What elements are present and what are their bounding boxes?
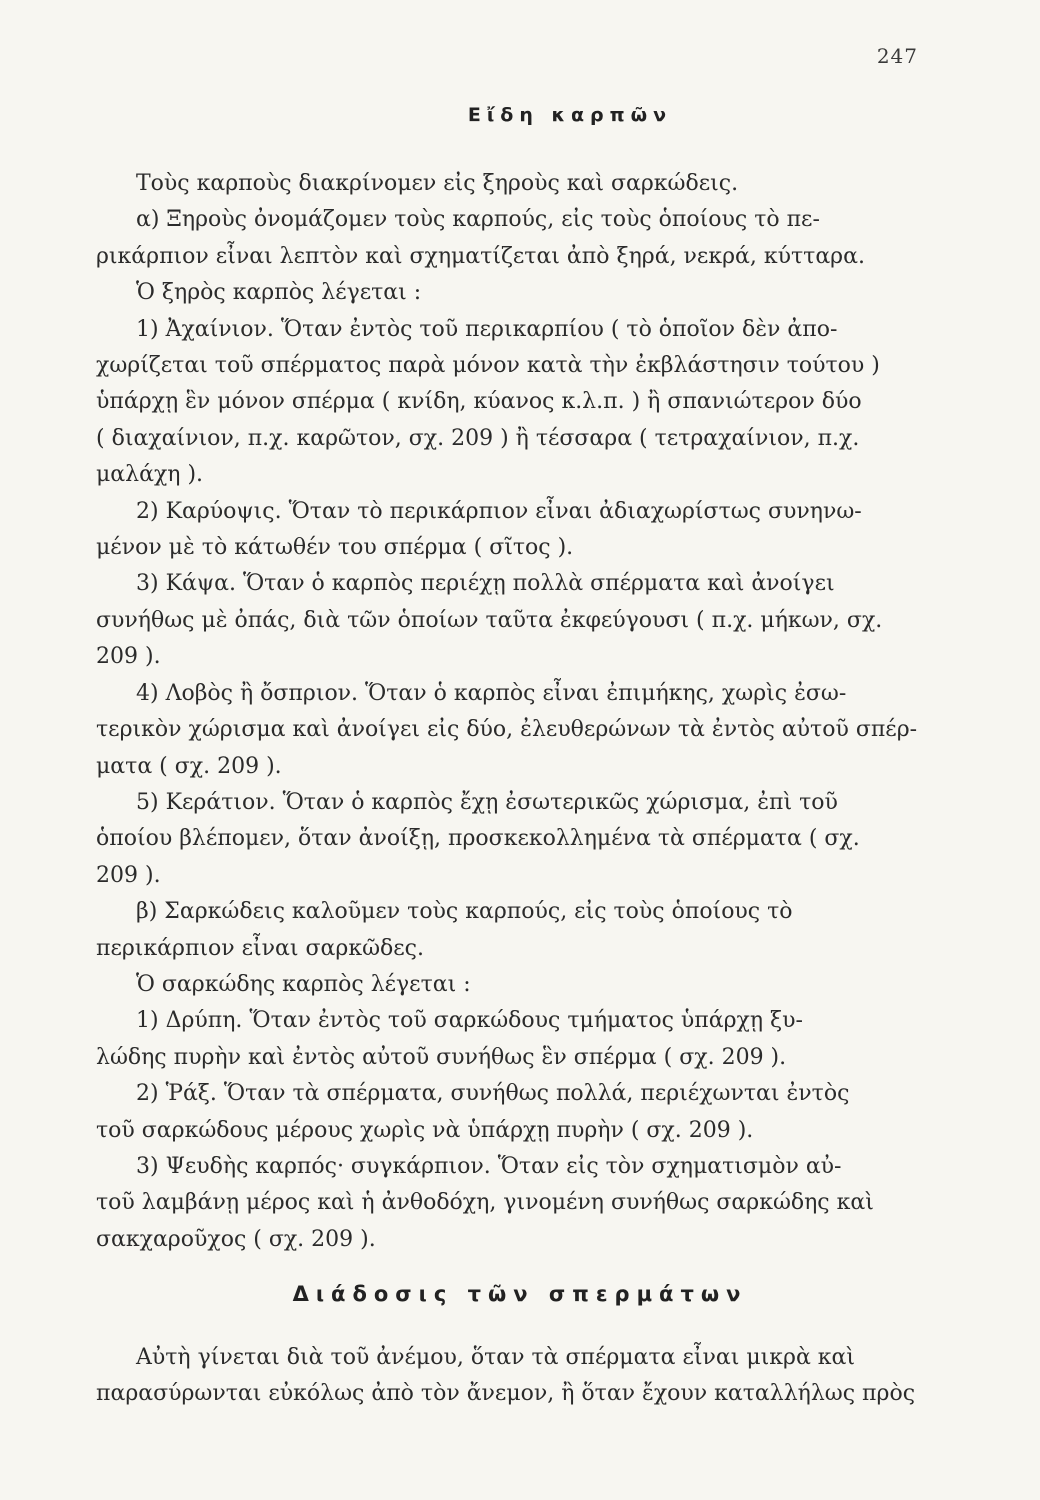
- text-line: ματα ( σχ. 209 ).: [96, 753, 282, 779]
- text-line: 3) Κάψα. Ὅταν ὁ καρπὸς περιέχῃ πολλὰ σπέρματα καὶ ἀνοίγει: [136, 571, 835, 597]
- text-line: λώδης πυρὴν καὶ ἐντὸς αὐτοῦ συνήθως ἓν σπέρμα ( σχ. 209 ).: [96, 1044, 787, 1070]
- text-line: τοῦ σαρκώδους μέρους χωρὶς νὰ ὑπάρχῃ πυρὴν ( σχ. 209 ).: [96, 1117, 754, 1143]
- text-line: τερικὸν χώρισμα καὶ ἀνοίγει εἰς δύο, ἐλευθερώνων τὰ ἐντὸς αὐτοῦ σπέρ-: [96, 717, 918, 743]
- text-line: 1) Δρύπη. Ὅταν ἐντὸς τοῦ σαρκώδους τμήματος ὑπάρχῃ ξυ-: [136, 1008, 803, 1034]
- text-line: 209 ).: [96, 862, 161, 888]
- text-line: 2) Ῥάξ. Ὅταν τὰ σπέρματα, συνήθως πολλά, περιέχωνται ἐντὸς: [136, 1081, 850, 1107]
- text-line: μαλάχη ).: [96, 462, 204, 488]
- text-line: Ὁ ξηρὸς καρπὸς λέγεται :: [136, 280, 422, 306]
- text-line: τοῦ λαμβάνῃ μέρος καὶ ἡ ἀνθοδόχη, γινομένη συνήθως σαρκώδης καὶ: [96, 1190, 874, 1216]
- text-line: 3) Ψευδὴς καρπός· συγκάρπιον. Ὅταν εἰς τὸν σχηματισμὸν αὐ-: [136, 1153, 842, 1179]
- text-line: συνήθως μὲ ὀπάς, διὰ τῶν ὁποίων ταῦτα ἐκφεύγουσι ( π.χ. μήκων, σχ.: [96, 607, 883, 633]
- text-line: 1) Ἀχαίνιον. Ὅταν ἐντὸς τοῦ περικαρπίου ( τὸ ὁποῖον δὲν ἀπο-: [136, 316, 838, 342]
- text-line: β) Σαρκώδεις καλοῦμεν τοὺς καρπούς, εἰς τοὺς ὁποίους τὸ: [136, 899, 793, 925]
- page-number: 247: [876, 44, 918, 68]
- text-line: 209 ).: [96, 644, 161, 670]
- section-body-fruit-types: [96, 166, 941, 1258]
- section-title-seed-dispersal: Διάδοσις τῶν σπερμάτων: [292, 1282, 748, 1306]
- text-line: ( διαχαίνιον, π.χ. καρῶτον, σχ. 209 ) ἢ τέσσαρα ( τετραχαίνιον, π.χ.: [96, 425, 860, 451]
- section-body-seed-dispersal: [96, 1340, 941, 1413]
- text-line: 5) Κεράτιον. Ὅταν ὁ καρπὸς ἔχῃ ἐσωτερικῶς χώρισμα, ἐπὶ τοῦ: [136, 789, 838, 815]
- text-line: α) Ξηροὺς ὀνομάζομεν τοὺς καρπούς, εἰς τοὺς ὁποίους τὸ πε-: [136, 207, 820, 233]
- text-line: περικάρπιον εἶναι σαρκῶδες.: [96, 935, 424, 961]
- text-line: 4) Λοβὸς ἢ ὄσπριον. Ὅταν ὁ καρπὸς εἶναι ἐπιμήκης, χωρὶς ἐσω-: [136, 680, 847, 706]
- text-line: 2) Καρύοψις. Ὅταν τὸ περικάρπιον εἶναι ἀδιαχωρίστως συνηνω-: [136, 498, 862, 524]
- text-line: ὑπάρχῃ ἓν μόνον σπέρμα ( κνίδη, κύανος κ.λ.π. ) ἢ σπανιώτερον δύο: [96, 389, 862, 415]
- text-line: Τοὺς καρποὺς διακρίνομεν εἰς ξηροὺς καὶ σαρκώδεις.: [136, 171, 739, 196]
- text-line: ρικάρπιον εἶναι λεπτὸν καὶ σχηματίζεται ἀπὸ ξηρά, νεκρά, κύτταρα.: [96, 243, 865, 269]
- text-line: Αὐτὴ γίνεται διὰ τοῦ ἀνέμου, ὅταν τὰ σπέρματα εἶναι μικρὰ καὶ: [136, 1345, 856, 1370]
- text-line: Ὁ σαρκώδης καρπὸς λέγεται :: [136, 971, 471, 997]
- text-line: μένον μὲ τὸ κάτωθέν του σπέρμα ( σῖτος ).: [96, 535, 574, 561]
- text-line: παρασύρωνται εὐκόλως ἀπὸ τὸν ἄνεμον, ἢ ὅταν ἔχουν καταλλήλως πρὸς: [96, 1381, 916, 1407]
- section-title-fruit-types: Εἴδη καρπῶν: [467, 104, 673, 126]
- text-line: χωρίζεται τοῦ σπέρματος παρὰ μόνον κατὰ τὴν ἐκβλάστησιν τούτου ): [96, 353, 880, 379]
- text-line: ὁποίου βλέπομεν, ὅταν ἀνοίξῃ, προσκεκολλημένα τὰ σπέρματα ( σχ.: [96, 826, 860, 852]
- text-line: σακχαροῦχος ( σχ. 209 ).: [96, 1226, 376, 1252]
